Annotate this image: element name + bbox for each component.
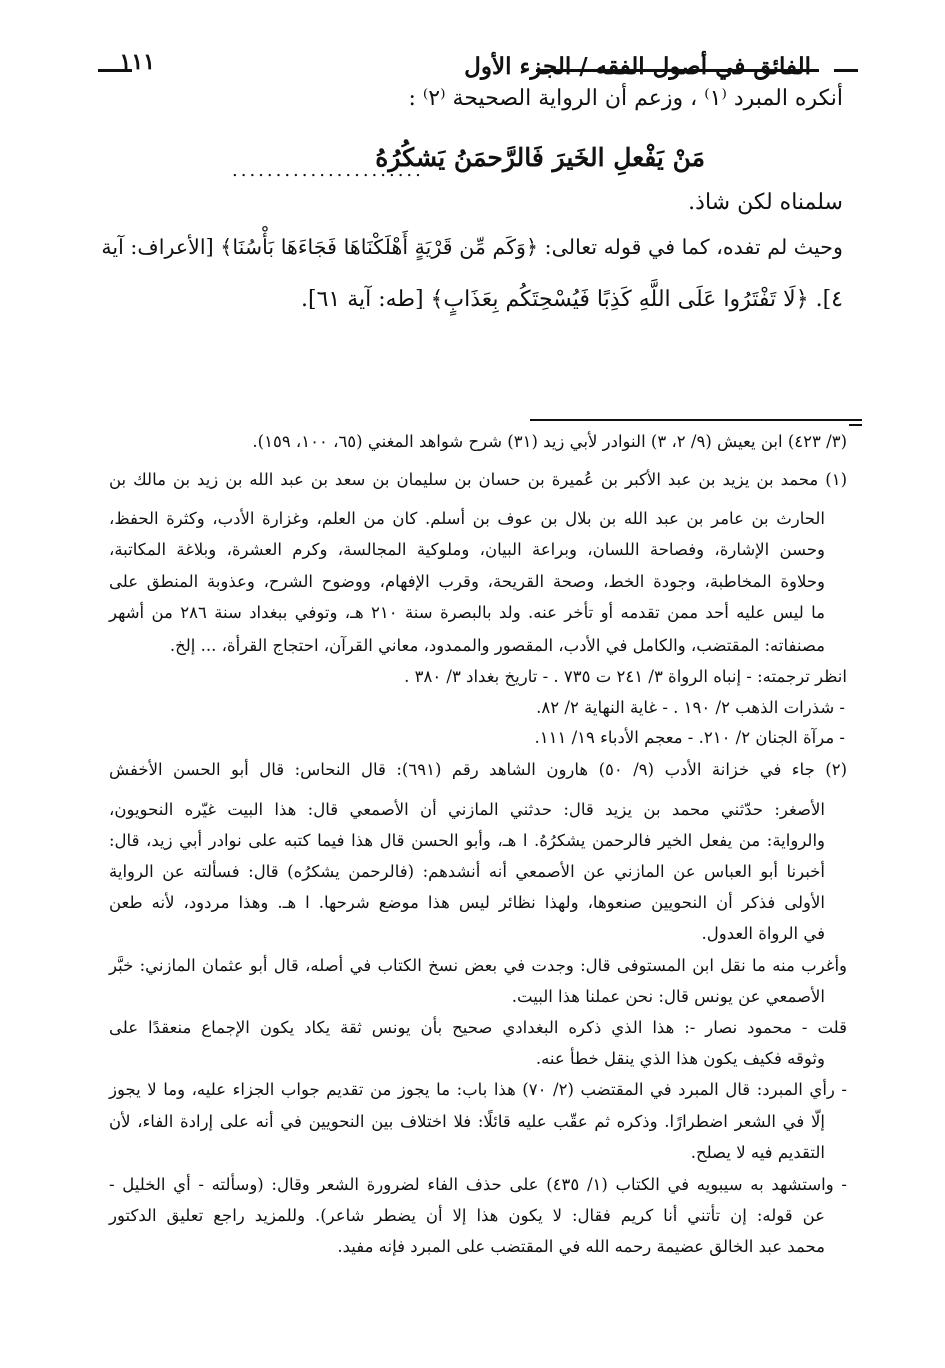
footnote-line: عن قوله: إن تأتني أنا كريم فقال: لا يكون هذا إلا أن يضطر شاعر). وللمزيد راجع تعليق الدكتور: [109, 1206, 825, 1225]
footnote-line: الأصمعي عن يونس قال: نحن عملنا هذا البيت.: [511, 987, 825, 1006]
header-rule-right: [834, 69, 858, 72]
footnote-line: - واستشهد به سيبويه في الكتاب (١/ ٤٣٥) على حذف الفاء لضرورة الشعر وقال: (وسألته - أي الخليل -: [109, 1175, 847, 1194]
main-line-4: ٤]. ﴿لَا تَفْتَرُوا عَلَى اللَّهِ كَذِبًا فَيُسْحِتَكُم بِعَذَابٍ﴾ [طه: آية ٦١].: [301, 287, 843, 312]
footnote-line: (٢) جاء في خزانة الأدب (٩/ ٥٠) هارون الشاهد رقم (٦٩١): قال النحاس: قال أبو الحسن الأخفش: [109, 760, 847, 779]
footnote-line: وثوقه فكيف يكون هذا الذي ينقل خطأ عنه.: [535, 1049, 825, 1068]
footnote-line: والرواية: من يفعل الخير فالرحمن يشكرُهُ. ا هـ، وأبو الحسن قال هذا فيما كتبه على نوادر أبي زيد، قال:: [109, 831, 825, 850]
footnote-line: انظر ترجمته: - إنباه الرواة ٣/ ٢٤١ ت ٧٣٥ . - تاريخ بغداد ٣/ ٣٨٠ .: [404, 667, 847, 686]
footnote-separator: [530, 419, 862, 421]
footnote-line: التقديم فيه لا يصلح.: [690, 1143, 825, 1162]
footnote-line: (٣/ ٤٢٣) ابن يعيش (٩/ ٢، ٣) النوادر لأبي زيد (٣١) شرح شواهد المغني (٦٥، ١٠٠، ١٥٩).: [252, 432, 847, 451]
main-line-1: أنكره المبرد ⁽١⁾ ، وزعم أن الرواية الصحيحة ⁽٢⁾ :: [408, 86, 843, 111]
footnote-line: وحلاوة المخاطبة، وجودة الخط، وصحة القريحة، وقرب الإفهام، ووضوح الشرح، وعذوبة المنطق على: [109, 572, 825, 591]
footnote-line: وحسن الإشارة، وفصاحة اللسان، وبراعة البيان، وملوكية المجالسة، وكرم العشرة، وبلاغة المكاتبة،: [109, 540, 825, 559]
main-line-2: سلمناه لكن شاذ.: [688, 190, 843, 215]
footnote-line: الأولى فذكر أن النحويين صنعوها، ولهذا نظائر ليس هذا موضع شرحها. ا هـ. وهذا مردود، لأنه طعن: [109, 893, 825, 912]
footnote-line: مصنفاته: المقتضب، والكامل في الأدب، المقصور والممدود، معاني القرآن، احتجاج القرأة، ... إلخ.: [169, 636, 825, 655]
footnote-line: - رأي المبرد: قال المبرد في المقتضب (٢/ ٧٠) هذا باب: ما يجوز من تقديم جواب الجزاء عليه، وما لا يجوز: [109, 1080, 847, 1099]
footnote-line: أخبرنا أبو العباس عن المازني عن الأصمعي أنه أنشدهم: (فالرحمن يشكرُه) قال: فسألته عن الرواية: [109, 862, 825, 881]
footnote-line: (١) محمد بن يزيد بن عبد الأكبر بن عُميرة بن حسان بن سليمان بن سعد بن عبد الله بن زيد بن مالك بن: [109, 470, 847, 489]
footnote-line: الأصغر: حدّثني محمد بن يزيد قال: حدثني المازني أن الأصمعي قال: هذا البيت غيّره النحويون،: [109, 800, 825, 819]
footnote-line: وأغرب منه ما نقل ابن المستوفى قال: وجدت في بعض نسخ الكتاب في أصله، قال أبو عثمان المازني: خبَّر: [109, 956, 847, 975]
footnote-separator-short: [849, 424, 862, 426]
footnote-line: - شذرات الذهب ٢/ ١٩٠ . - غاية النهاية ٢/ ٨٢.: [536, 698, 845, 717]
footnote-line: في الرواة العدول.: [701, 924, 825, 943]
footnote-line: قلت - محمود نصار -: هذا الذي ذكره البغدادي صحيح بأن يونس ثقة يكاد يكون الإجماع منعقدًا على: [109, 1018, 847, 1037]
page-number: ١١١: [119, 49, 155, 75]
footnote-line: إلّا في الشعر اضطرارًا. وذكره ثم عقّب عليه قائلًا: فلا اختلاف بين النحويين في أنه على إرادة الفاء، لأن: [109, 1112, 825, 1131]
main-line-3: وحيث لم تفده، كما في قوله تعالى: ﴿وَكَم مِّن قَرْيَةٍ أَهْلَكْنَاهَا فَجَاءَهَا بَأْسُنَا﴾ [الأعراف: آية: [101, 235, 843, 259]
running-header-title: الفائق في أصول الفقه / الجزء الأول: [464, 53, 811, 80]
poetry-verse: مَنْ يَفْعلِ الخَيرَ فَالرَّحمَنُ يَشكُرُهُ: [375, 143, 705, 172]
verse-dots: ......................: [232, 160, 424, 181]
footnote-line: ما ليس عليه أحد ممن تقدمه أو تأخر عنه. ولد بالبصرة سنة ٢١٠ هـ، وتوفي ببغداد سنة ٢٨٦ من أشهر: [109, 603, 825, 622]
footnote-line: الحارث بن عامر بن عبد الله بن بلال بن عوف بن أسلم. كان من العلم، وغزارة الأدب، وكثرة الحفظ،: [109, 509, 825, 528]
footnote-line: - مرآة الجنان ٢/ ٢١٠. - معجم الأدباء ١٩/ ١١١.: [534, 728, 845, 747]
footnote-line: محمد عبد الخالق عضيمة رحمه الله في المقتضب على المبرد فإنه مفيد.: [337, 1237, 825, 1256]
